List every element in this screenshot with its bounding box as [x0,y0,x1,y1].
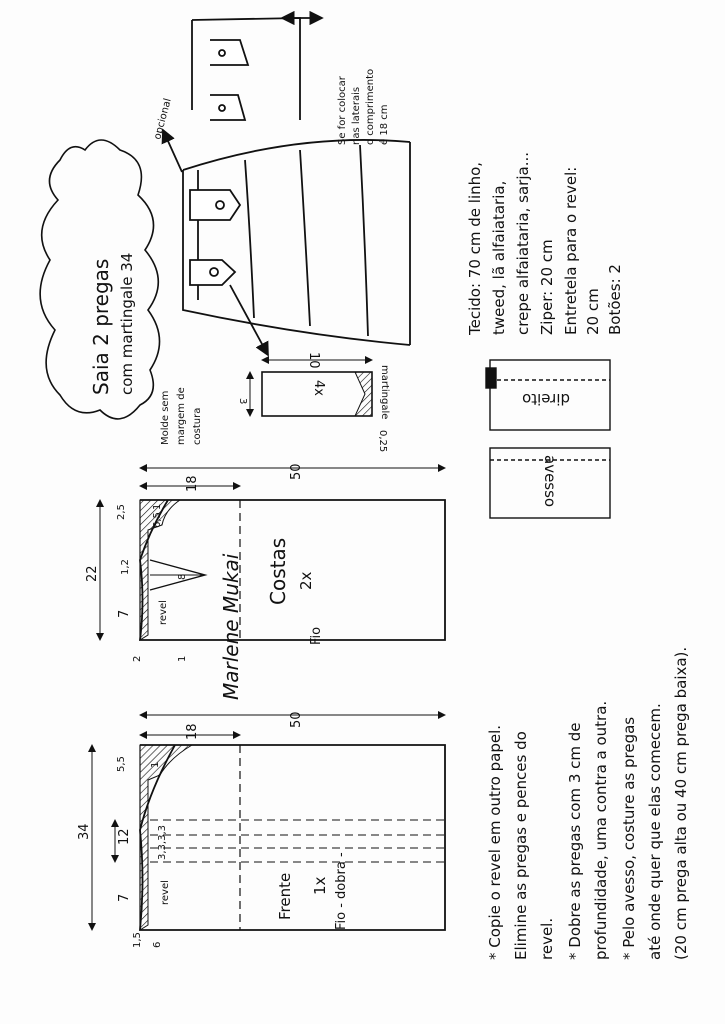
back-dim-dart-width: 6,5 [152,512,163,528]
instruction-line1: * Copie o revel em outro papel. [486,724,504,960]
back-piece-name: Costas [266,537,290,605]
back-dim-waist-in: 1 [152,503,163,510]
instruction-line3: revel. [538,917,556,960]
side-note-line4: é 18 cm [379,104,390,145]
front-piece-name: Frente [276,872,294,920]
materials-line5: Entretela para o revel: [562,166,580,335]
front-dim-rise: 5,5 [116,756,127,772]
front-dim-hip: 18 [185,723,200,740]
martingale-qty: 4x [311,380,326,396]
molde-note-line3: costura [192,407,203,445]
martingale-label: martingale [379,365,390,420]
skirt-illustration [163,18,410,355]
martingale-dim-width: 3 [237,398,248,405]
front-dim-yoke: 7 [117,893,132,902]
front-dim-pleat: 12 [117,828,132,845]
front-piece-qty: 1x [311,876,329,895]
side-note-line2: nas laterais [351,86,362,145]
martingale-dim-length: 10 [306,352,321,369]
back-dim-yoke-b: 1,2 [120,559,131,575]
avesso-label: avesso [541,455,559,508]
back-dim-yoke-a: 7 [117,609,132,618]
molde-note-line1: Molde sem [160,390,171,445]
front-dim-width: 50 [289,711,304,728]
front-revel-label: revel [160,880,171,905]
molde-note-line2: margem de [176,387,187,445]
front-dim-pleat-marks: 3,3,3,3 [157,825,168,860]
materials-line7: Botões: 2 [606,264,624,335]
martingale-dim-tip: 0,25 [377,430,388,453]
back-dim-dart-len: 8 [177,573,188,580]
back-piece-qty: 2x [297,571,315,590]
instruction-line4: * Dobre as pregas com 3 cm de [566,722,584,960]
back-dim-hem-b: 1 [177,655,188,662]
back-dim-rise: 2,5 [116,504,127,520]
back-dim-hem-a: 2 [132,655,143,662]
materials-line3: crepe alfaiataria, sarja... [514,152,532,335]
back-piece-outline [140,500,445,640]
instruction-line6: * Pelo avesso, costure as pregas [620,716,638,960]
front-dim-hem-a: 6 [152,941,163,948]
title-line2: com martingale 34 [118,252,136,395]
front-piece-grain: Fio - dobra - [334,852,349,930]
back-dim-width: 50 [289,463,304,480]
materials-line1: Tecido: 70 cm de linho, [466,161,484,335]
instruction-line7: até onde quer que elas comecem. [646,703,664,960]
materials-line4: Ziper: 20 cm [538,239,556,335]
back-dim-hip: 18 [185,475,200,492]
instruction-line5: profundidade, uma contra a outra. [592,700,610,960]
materials-line2: tweed, lã alfaiataria, [490,180,508,335]
side-note-line1: Se for colocar [337,76,348,145]
front-dim-waist-in: 1 [150,761,161,768]
materials-line6: 20 cm [584,288,602,335]
signature: Marlene Mukai [219,553,243,700]
direito-label: direito [522,390,570,408]
back-piece-grain: Fio [309,626,324,645]
back-dim-length: 22 [85,565,100,582]
opcional-label: opcional [152,97,174,141]
front-dim-length: 34 [77,823,92,840]
instruction-line8: (20 cm prega alta ou 40 cm prega baixa). [672,646,690,960]
title-line1: Saia 2 pregas [89,258,113,395]
instruction-line2: Elimine as pregas e pences do [512,731,530,960]
front-dim-hem-b: 1,5 [132,932,143,948]
back-revel-label: revel [158,600,169,625]
side-note-line3: o comprimento [365,68,376,145]
